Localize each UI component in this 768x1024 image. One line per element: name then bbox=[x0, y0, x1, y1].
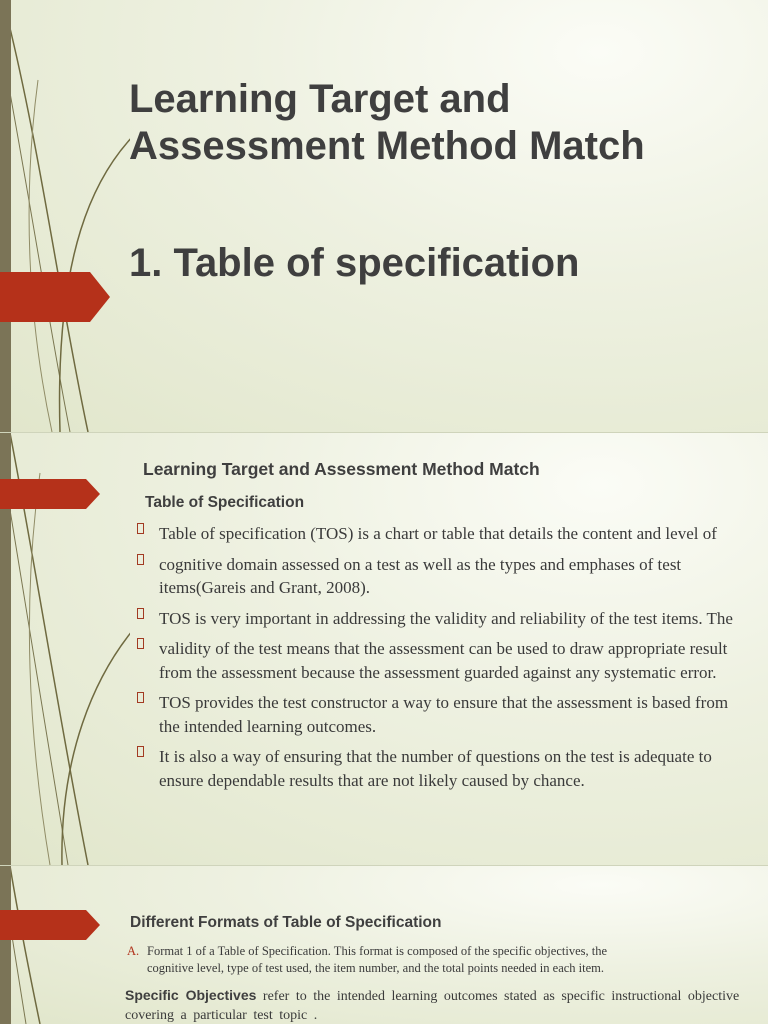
content-slide bbox=[0, 433, 768, 865]
decorative-swoosh bbox=[0, 0, 130, 432]
left-sidebar-bar bbox=[0, 866, 11, 1024]
slide-heading: Learning Target and Assessment Method Match bbox=[143, 459, 540, 479]
format-a-item: A. Format 1 of a Table of Specification. This format is composed of the specific objectives, the cognitive level, type of test used, the item number, and the total points needed in each item. bbox=[127, 944, 607, 975]
title-slide bbox=[0, 0, 768, 432]
specific-objectives-text: Specific Objectives refer to the intended learning outcomes stated as specific instructional objective covering a particular test topic . bbox=[125, 987, 740, 1023]
list-letter: A. bbox=[127, 944, 140, 958]
list-item: TOS is very important in addressing the validity and reliability of the test items. The bbox=[137, 607, 737, 631]
list-item: Table of specification (TOS) is a chart or table that details the content and level of bbox=[137, 522, 737, 546]
list-item: TOS provides the test constructor a way to ensure that the assessment is based from the intended learning outcomes. bbox=[137, 691, 737, 738]
slide-title: Learning Target and Assessment Method Match bbox=[129, 77, 645, 168]
bullet-icon bbox=[137, 554, 144, 565]
bullet-list bbox=[137, 522, 737, 799]
list-item: It is also a way of ensuring that the number of questions on the test is adequate to ensure dependable results that are not likely caused by chance. bbox=[137, 745, 737, 792]
arrow-marker bbox=[0, 272, 112, 322]
slide-subheading: Table of Specification bbox=[145, 494, 305, 511]
slide-heading: Different Formats of Table of Specification bbox=[130, 914, 442, 931]
arrow-marker bbox=[0, 479, 102, 509]
bullet-icon bbox=[137, 692, 144, 703]
slide-subtitle: 1. Table of specification bbox=[129, 241, 580, 285]
decorative-swoosh bbox=[0, 866, 130, 1024]
bullet-icon bbox=[137, 608, 144, 619]
bullet-icon bbox=[137, 746, 144, 757]
list-item: cognitive domain assessed on a test as well as the types and emphases of test items(Gareis and Grant, 2008). bbox=[137, 553, 737, 600]
left-sidebar-bar bbox=[0, 0, 11, 432]
list-item: validity of the test means that the assessment can be used to draw appropriate result from the assessment because the assessment guarded against any systematic error. bbox=[137, 637, 737, 684]
bullet-icon bbox=[137, 638, 144, 649]
bullet-icon bbox=[137, 523, 144, 534]
term-label: Specific Objectives bbox=[125, 987, 257, 1003]
arrow-marker bbox=[0, 910, 102, 940]
formats-slide bbox=[0, 866, 768, 1024]
